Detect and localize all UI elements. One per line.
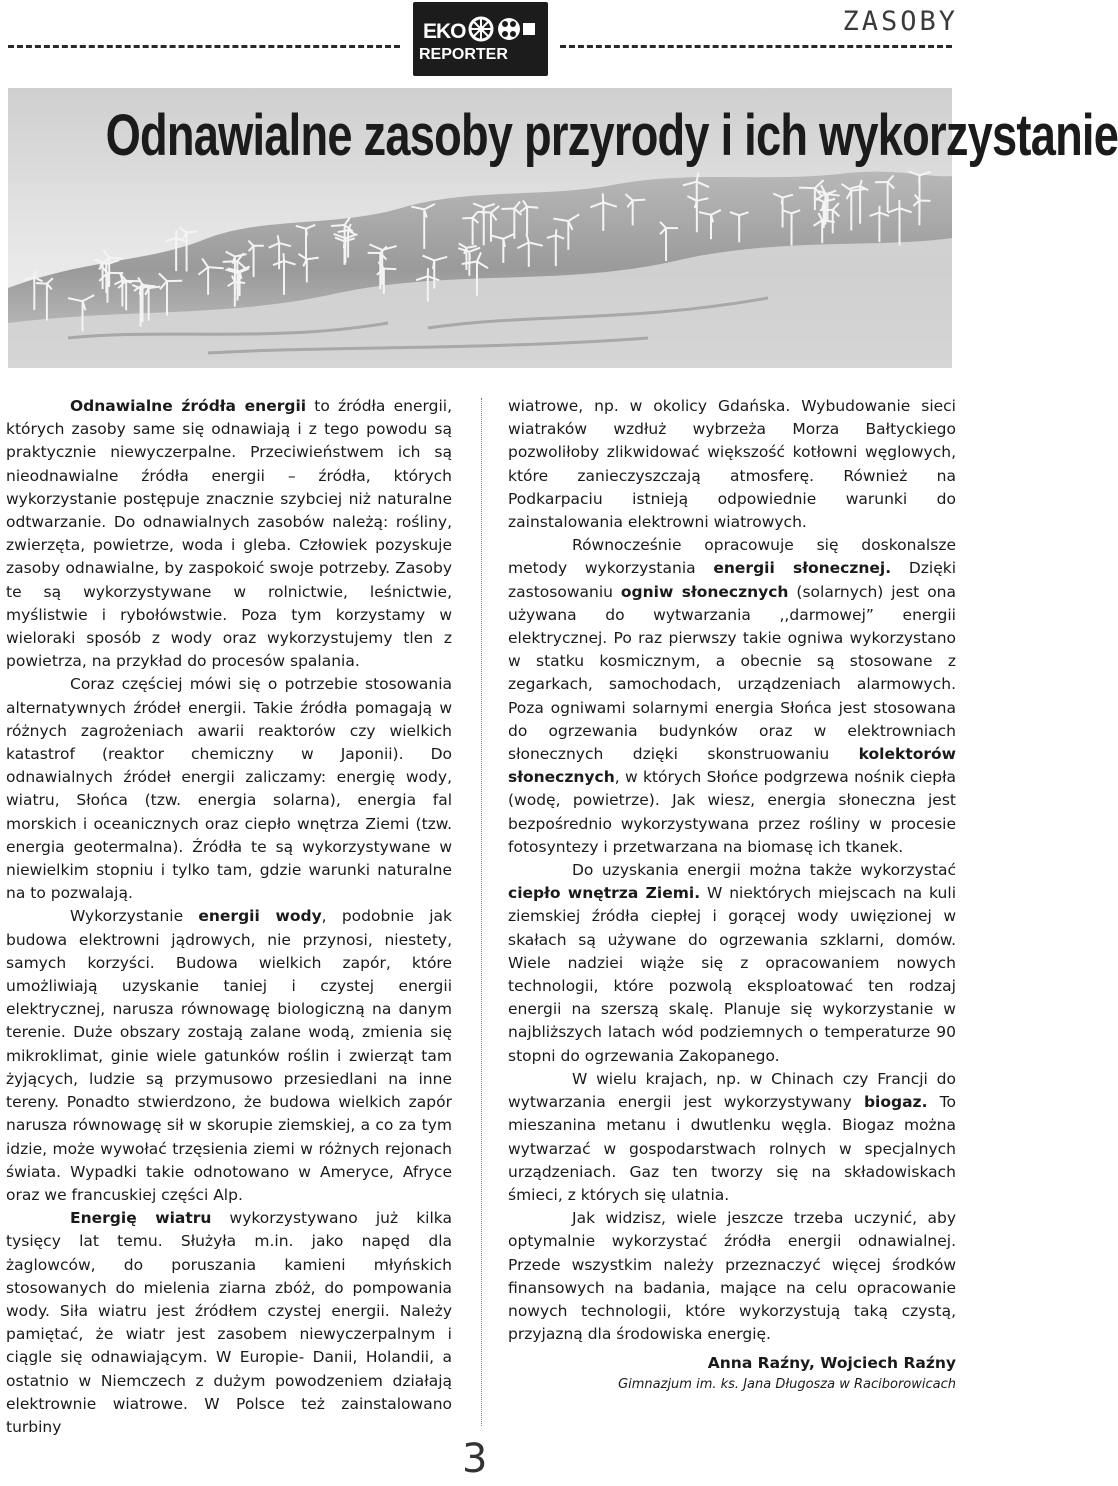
article-title: Odnawialne zasoby przyrody i ich wykorzystanie bbox=[105, 103, 1118, 168]
paragraph: Jak widzisz, wiele jeszcze trzeba uczynić, aby optymalnie wykorzystać źródła energii odnawialnej. Przede wszystkim należy przeznaczyć więcej środków finansowych na badania, mające na celu opracowanie nowych technologii, które wykorzystują taką czystą, przyjazną dla środowiska energię. bbox=[508, 1209, 956, 1344]
paragraph: wiatrowe, np. w okolicy Gdańska. Wybudowanie sieci wiatraków wzdłuż wybrzeża Morza Bałtyckiego pozwoliłoby zlikwidować większość kotłowni węglowych, które zanieczyszczają atmosferę. Również na Podkarpaciu istnieją odpowiednie warunki do zainstalowania elektrowni wiatrowych. bbox=[508, 397, 956, 532]
film-reel-icon bbox=[469, 14, 539, 48]
logo-text-eko: EKO bbox=[423, 20, 466, 43]
logo-text-reporter: REPORTER bbox=[419, 46, 508, 63]
paragraph: Coraz częściej mówi się o potrzebie stosowania alternatywnych źródeł energii. Takie źródła pomagają w różnych zagrożeniach awarii reaktorów czy wielkich katastrof (reaktor chemiczny w Japonii). Do odnawialnych źródeł energii zaliczamy: energię wody, wiatru, Słońca (tzw. energia solarna), energia fal morskich i oceanicznych oraz ciepło wnętrza Ziemi (tzw. energia geotermalna). Źródła te są wykorzystywane w niewielkim stopniu i tylko tam, gdzie warunki naturalne na to pozwalają. bbox=[6, 675, 452, 903]
author-school: Gimnazjum im. ks. Jana Długosza w Raciborowicach bbox=[618, 1376, 956, 1392]
section-label: ZASOBY bbox=[842, 6, 958, 37]
paragraph: Odnawialne źródła energii to źródła energii, których zasoby same się odnawiają i z tego powodu są praktycznie niewyczerpalne. Przeciwieństwem ich są nieodnawialne źródła energii – źródła, których wykorzystanie postępuje znacznie szybciej niż naturalne odtwarzanie. Do odnawialnych zasobów należą: rośliny, zwierzęta, powietrze, woda i gleba. Człowiek pozyskuje zasoby odnawialne, by zaspokoić swoje potrzeby. Zasoby te są wykorzystywane w rolnictwie, leśnictwie, myślistwie i rybołówstwie. Poza tym korzystamy w wieloraki sposób z wody oraz wykorzystujemy tlen z powietrza, na przykład do procesów spalania. bbox=[6, 397, 452, 671]
header-rule-left bbox=[8, 45, 400, 48]
article-column-left bbox=[6, 395, 452, 1439]
paragraph: Energię wiatru wykorzystywano już kilka tysięcy lat temu. Służyła m.in. jako napęd dla żaglowców, do poruszania kamieni młyńskich stosowanych do mielenia ziarna zbóż, do pompowania wody. Siła wiatru jest źródłem czystej energii. Należy pamiętać, że wiatr jest zasobem niewyczerpalnym i ciągle się odnawiającym. W Europie- Danii, Holandii, a ostatnio w Niemczech z dużym powodzeniem działają elektrownie wiatrowe. W Polsce też zainstalowano turbiny bbox=[6, 1209, 452, 1436]
article-column-right bbox=[508, 395, 956, 1394]
eko-reporter-logo bbox=[413, 2, 548, 76]
column-divider bbox=[481, 398, 482, 1426]
paragraph: Wykorzystanie energii wody, podobnie jak budowa elektrowni jądrowych, nie przynosi, niestety, samych korzyści. Budowa wielkich zapór, które umożliwiają uzyskanie taniej i czystej energii elektrycznej, narusza równowagę biologiczną na danym terenie. Duże obszary zostają zalane wodą, zmienia się mikroklimat, ginie wiele gatunków roślin i zwierząt tam żyjących, ludzie są przymusowo przesiedlani na inne tereny. Ponadto stwierdzono, że budowa wielkich zapór narusza równowagę sił w skorupie ziemskiej, a co za tym idzie, może wywołać trzęsienia ziemi w różnych rejonach świata. Wypadki takie odnotowano w Ameryce, Afryce oraz we francuskiej części Alp. bbox=[6, 907, 452, 1204]
paragraph: W wielu krajach, np. w Chinach czy Francji do wytwarzania energii jest wykorzystywany biogaz. To mieszanina metanu i dwutlenku węgla. Biogaz można wytwarzać w gospodarstwach rolnych w specjalnych urządzeniach. Gaz ten tworzy się na składowiskach śmieci, z których się ulatnia. bbox=[508, 1069, 956, 1204]
paragraph: Do uzyskania energii można także wykorzystać ciepło wnętrza Ziemi. W niektórych miejscach na kuli ziemskiej źródła ciepłej i gorącej wody uwięzionej w skałach są używane do ogrzewania szklarni, domów. Wiele nadziei wiąże się z opracowaniem nowych technologii, które pozwolą eksploatować ten rodzaj energii na szerszą skalę. Planuje się wykorzystanie w najbliższych latach wód podziemnych o temperaturze 90 stopni do ogrzewania Zakopanego. bbox=[508, 861, 956, 1065]
page-number: 3 bbox=[462, 1436, 488, 1482]
paragraph: Równocześnie opracowuje się doskonalsze metody wykorzystania energii słonecznej. Dzięki zastosowaniu ogniw słonecznych (solarnych) jest ona używana do wytwarzania ,,darmowej” energii elektrycznej. Po raz pierwszy takie ogniwa wykorzystano w statku kosmicznym, a obecnie są stosowane z zegarkach, samochodach, urządzeniach alarmowych. Poza ogniwami solarnymi energia Słońca jest stosowana do ogrzewania budynków oraz w elektrowniach słonecznych dzięki skonstruowaniu kolektorów słonecznych, w których Słońce podgrzewa nośnik ciepła (wodę, powietrze). Jak wiesz, energia słoneczna jest bezpośrednio wykorzystywana przez rośliny w procesie fotosyntezy i przetwarzana na biomasę ich tkanek. bbox=[508, 536, 957, 856]
article-authors: Anna Raźny, Wojciech Raźny bbox=[707, 1354, 956, 1373]
header-rule-right bbox=[560, 45, 952, 48]
